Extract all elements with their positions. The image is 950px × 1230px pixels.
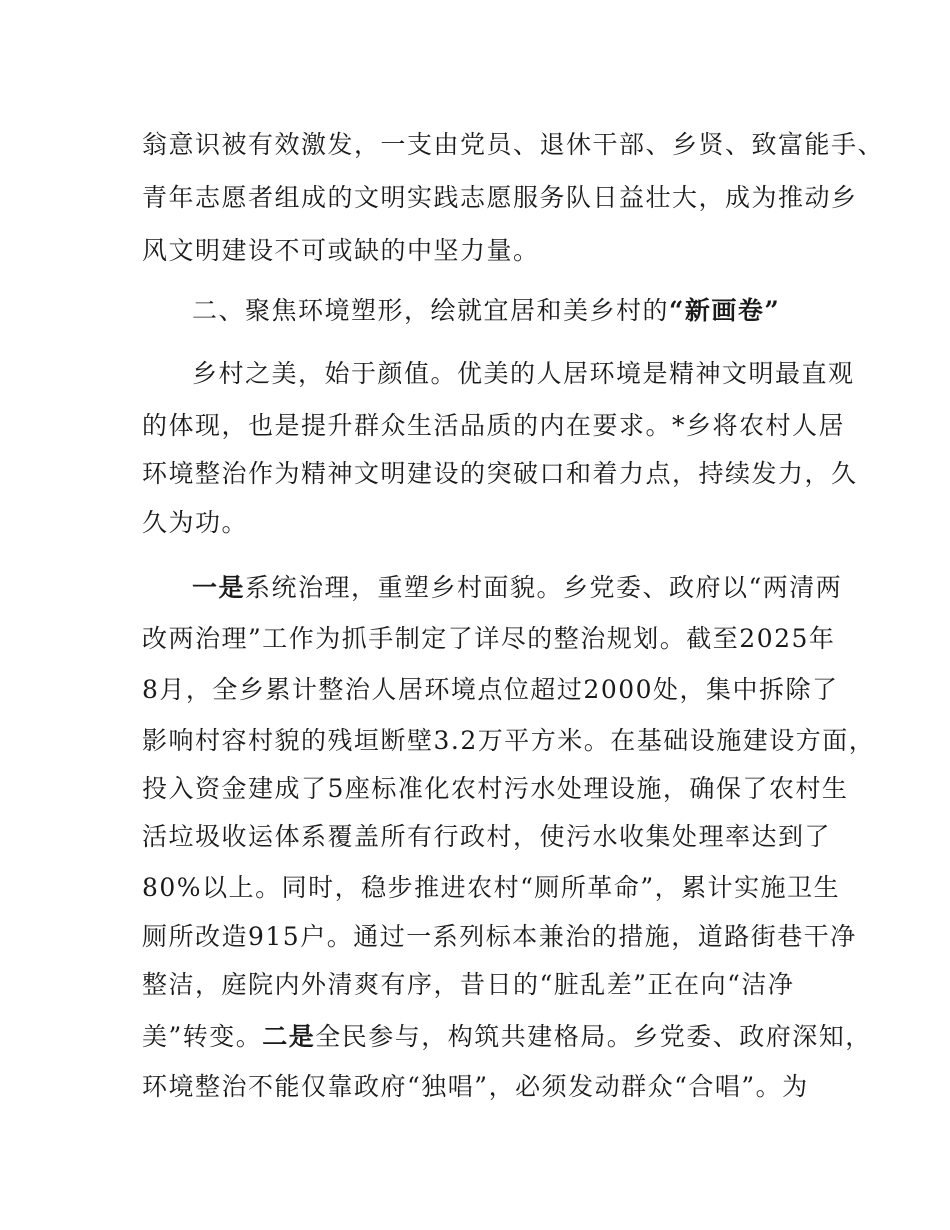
paragraph3-line-7: 80%以上。同时，稳步推进农村“厕所革命”，累计实施卫生 bbox=[142, 873, 841, 902]
paragraph3-line-1 bbox=[192, 571, 842, 605]
section-heading-2 bbox=[192, 294, 780, 328]
paragraph3-line-2: 改两治理”工作为抓手制定了详尽的整治规划。截至2025年 bbox=[142, 624, 836, 653]
paragraph3-second-rest: 全民参与，构筑共建格局。乡党委、政府深知， bbox=[315, 1022, 872, 1051]
paragraph3-first-label: 一是 bbox=[192, 573, 246, 602]
paragraph2-line-1: 乡村之美，始于颜值。优美的人居环境是精神文明最直观 bbox=[192, 359, 855, 388]
paragraph3-first-rest: 系统治理，重塑乡村面貌。乡党委、政府以“两清两 bbox=[245, 573, 843, 602]
paragraph2-line-2: 的体现，也是提升群众生活品质的内在要求。*乡将农村人居 bbox=[142, 411, 846, 440]
paragraph3-line-5: 投入资金建成了5座标准化农村污水处理设施，确保了农村生 bbox=[142, 774, 849, 803]
paragraph2-line-4: 久为功。 bbox=[142, 508, 249, 537]
paragraph3-line-9: 整洁，庭院内外清爽有序，昔日的“脏乱差”正在向“洁净 bbox=[142, 970, 795, 999]
paragraph3-line-4: 影响村容村貌的残垣断壁3.2万平方米。在基础设施建设方面， bbox=[142, 726, 876, 755]
paragraph3-line-6: 活垃圾收运体系覆盖所有行政村，使污水收集处理率达到了 bbox=[142, 822, 832, 851]
paragraph3-line-8: 厕所改造915户。通过一系列标本兼治的措施，道路街巷干净 bbox=[142, 922, 857, 951]
section-heading-2-emphasis: “新画卷” bbox=[669, 296, 781, 325]
paragraph3-line-11: 环境整治不能仅靠政府“独唱”，必须发动群众“合唱”。为 bbox=[142, 1072, 809, 1101]
paragraph3-line-3: 8月，全乡累计整治人居环境点位超过2000处，集中拆除了 bbox=[142, 675, 839, 704]
paragraph2-line-3: 环境整治作为精神文明建设的突破口和着力点，持续发力，久 bbox=[142, 459, 858, 488]
section-heading-2-prefix: 二、聚焦环境塑形，绘就宜居和美乡村的 bbox=[192, 296, 670, 325]
paragraph3-mixed-before: 美”转变。 bbox=[142, 1022, 263, 1051]
paragraph1-line-2: 青年志愿者组成的文明实践志愿服务队日益壮大，成为推动乡 bbox=[142, 183, 858, 212]
paragraph1-line-1: 翁意识被有效激发，一支由党员、退休干部、乡贤、致富能手、 bbox=[142, 130, 885, 159]
paragraph3-second-label: 二是 bbox=[262, 1022, 316, 1051]
paragraph1-line-3: 风文明建设不可或缺的中坚力量。 bbox=[142, 236, 540, 265]
paragraph3-line-10 bbox=[142, 1020, 872, 1054]
